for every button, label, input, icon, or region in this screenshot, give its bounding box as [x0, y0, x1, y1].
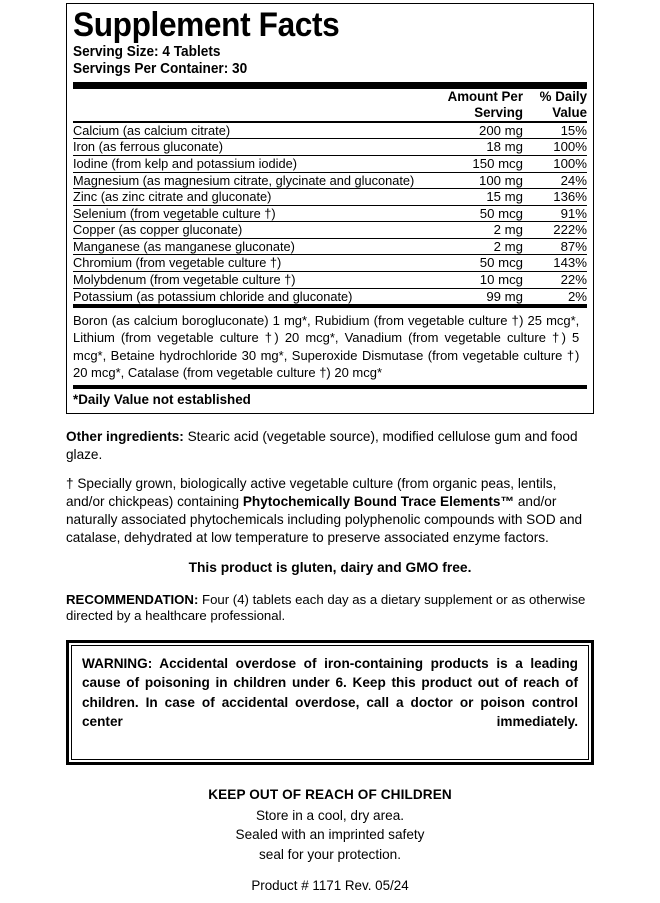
nutrient-daily-value: 87% — [523, 238, 587, 255]
header-amount-line1: Amount Per — [447, 87, 523, 104]
servings-per-container: Servings Per Container: 30 — [73, 61, 248, 78]
nutrient-name: Selenium (from vegetable culture †) — [73, 205, 420, 222]
nutrient-amount: 15 mg — [431, 189, 523, 206]
nutrient-daily-value: 2% — [523, 288, 587, 304]
table-row — [73, 255, 587, 272]
table-row — [73, 122, 587, 139]
other-ingredients-paragraph — [66, 428, 594, 464]
nutrient-name: Manganese (as manganese gluconate) — [73, 238, 420, 255]
nutrient-amount: 150 mcg — [431, 156, 523, 173]
nutrient-name: Molybdenum (from vegetable culture †) — [73, 272, 420, 289]
panel-rule-before-trace — [73, 304, 587, 308]
header-dv-line1: % Daily — [539, 87, 587, 104]
warning-text: WARNING: Accidental overdose of iron-containing products is a leading cause of poisoning in children under 6. Keep this product out of reach of children. In case of accidental overdose, call a doctor or poison control center immediately. — [82, 655, 578, 729]
nutrient-table-header-row — [73, 89, 587, 122]
label-footer — [66, 785, 594, 893]
nutrient-amount: 50 mcg — [431, 255, 523, 272]
recommendation-paragraph — [66, 592, 594, 624]
header-amount-line2: Serving — [474, 103, 523, 120]
table-row — [73, 156, 587, 173]
nutrient-name: Zinc (as zinc citrate and gluconate) — [73, 189, 420, 206]
supplement-label-page — [0, 3, 660, 903]
nutrient-name: Calcium (as calcium citrate) — [73, 122, 231, 138]
storage-line-1: Store in a cool, dry area. — [255, 807, 405, 823]
nutrient-table-body — [73, 122, 587, 304]
table-row — [73, 189, 587, 206]
nutrient-amount: 99 mg — [431, 288, 523, 304]
nutrient-daily-value: 136% — [523, 189, 587, 206]
trademark-phrase: Phytochemically Bound Trace Elements™ — [242, 494, 515, 510]
label-body-copy — [66, 428, 594, 624]
nutrient-daily-value: 91% — [523, 205, 587, 222]
header-dv-line2: Value — [552, 103, 587, 120]
nutrient-name: Iron (as ferrous gluconate) — [73, 139, 420, 156]
trace-elements-paragraph: Boron (as calcium borogluconate) 1 mg*, Rubidium (from vegetable culture †) 25 mcg*, Lithium (from vegetable culture †) 20 mcg*, Vanadium (from vegetable culture †) 5 mcg*, Betaine hydrochloride 30 mg*, Superoxide Dismutase (from vegetable culture †) 20 mcg*, Catalase (from vegetable culture †) 20 mcg* — [73, 313, 580, 380]
nutrient-amount: 10 mcg — [431, 272, 523, 289]
nutrient-amount: 18 mg — [431, 139, 523, 156]
serving-size: Serving Size: 4 Tablets — [73, 44, 221, 61]
header-amount-per-serving — [436, 89, 523, 122]
nutrient-daily-value: 143% — [523, 255, 587, 272]
warning-box — [66, 640, 594, 765]
dagger-note-paragraph — [66, 475, 594, 547]
nutrient-daily-value: 24% — [523, 172, 587, 189]
nutrient-daily-value: 222% — [523, 222, 587, 239]
header-percent-daily-value — [526, 89, 587, 122]
keep-out-of-reach-title: KEEP OUT OF REACH OF CHILDREN — [208, 787, 452, 803]
panel-title: Supplement Facts — [73, 6, 340, 44]
nutrient-daily-value: 15% — [560, 122, 587, 138]
dagger-note-part1: † Specially grown, biologically active vegetable culture (from organic peas, lentils, and/or chickpeas) containing — [66, 476, 557, 510]
recommendation-label: RECOMMENDATION: — [66, 591, 199, 607]
nutrient-name: Potassium (as potassium chloride and gluconate) — [73, 288, 420, 304]
nutrient-daily-value: 100% — [523, 156, 587, 173]
supplement-facts-panel — [66, 3, 594, 414]
table-row — [73, 238, 587, 255]
table-row — [73, 139, 587, 156]
table-row — [73, 288, 587, 304]
free-from-claim: This product is gluten, dairy and GMO free. — [188, 560, 472, 576]
nutrient-name: Iodine (from kelp and potassium iodide) — [73, 156, 420, 173]
table-row — [73, 272, 587, 289]
other-ingredients-label: Other ingredients: — [66, 428, 184, 444]
table-row — [73, 172, 587, 189]
nutrient-amount: 200 mg — [479, 122, 523, 138]
nutrient-amount: 2 mg — [431, 238, 523, 255]
nutrient-daily-value: 22% — [523, 272, 587, 289]
recommendation-text: Four (4) tablets each day as a dietary supplement or as otherwise directed by a healthcare professional. — [66, 591, 586, 623]
nutrient-name: Magnesium (as magnesium citrate, glycinate and gluconate) — [73, 172, 420, 189]
table-row — [73, 205, 587, 222]
table-row — [73, 222, 587, 239]
storage-line-3: seal for your protection. — [258, 846, 402, 862]
nutrient-name: Copper (as copper gluconate) — [73, 222, 420, 239]
nutrient-table — [73, 89, 587, 304]
nutrient-amount: 100 mg — [431, 172, 523, 189]
header-blank — [73, 89, 431, 122]
dagger-note-part2: and/or naturally associated phytochemicals including polyphenolic compounds with SOD and catalase, dehydrated at low temperature to preserve associated enzyme factors. — [66, 494, 583, 546]
daily-value-note: *Daily Value not established — [73, 391, 251, 407]
nutrient-amount: 2 mg — [431, 222, 523, 239]
nutrient-daily-value: 100% — [523, 139, 587, 156]
other-ingredients-text: Stearic acid (vegetable source), modified cellulose gum and food glaze. — [66, 428, 578, 462]
product-id: Product # 1171 Rev. 05/24 — [251, 878, 409, 894]
nutrient-table-head — [73, 89, 587, 122]
warning-box-inner — [71, 645, 589, 760]
nutrient-name: Chromium (from vegetable culture †) — [73, 255, 420, 272]
storage-line-2: Sealed with an imprinted safety — [235, 827, 425, 843]
nutrient-amount: 50 mcg — [431, 205, 523, 222]
